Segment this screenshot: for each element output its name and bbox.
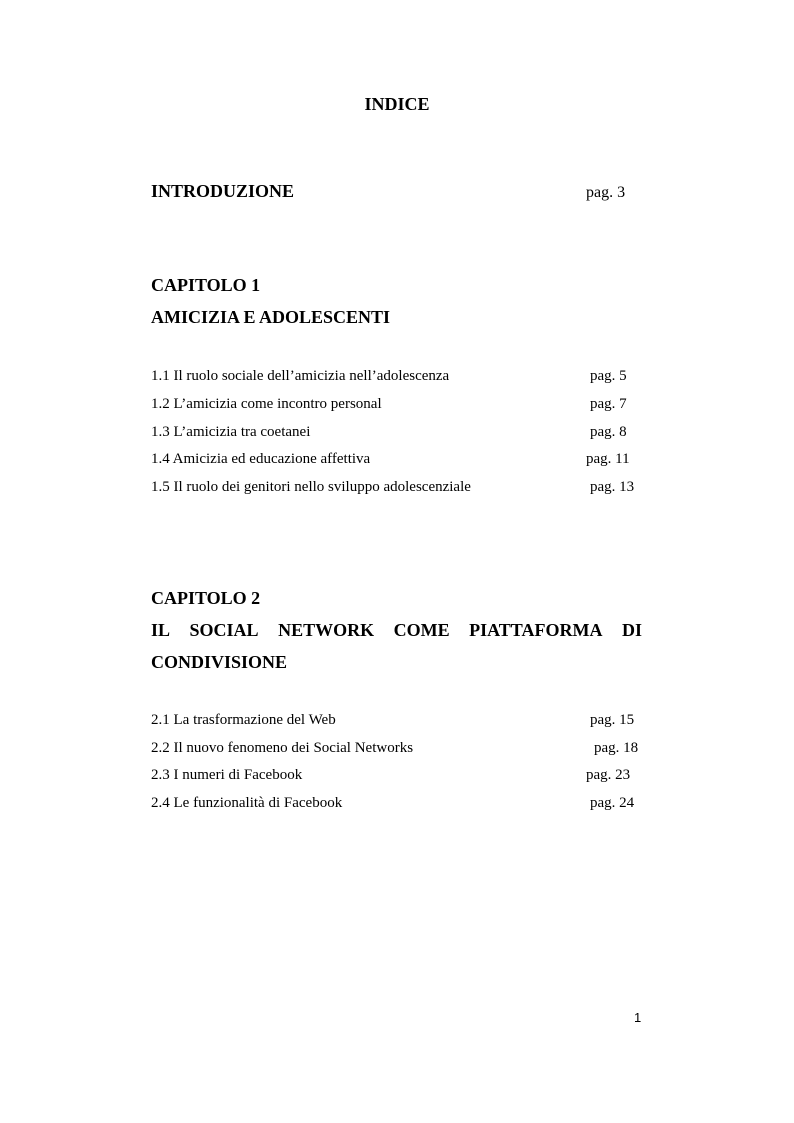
toc-entry-2-4-page: pag. 24 xyxy=(590,795,635,811)
toc-entry-2-2-label: 2.2 Il nuovo fenomeno dei Social Networks xyxy=(151,740,414,756)
toc-entry-1-1-label: 1.1 Il ruolo sociale dell’amicizia nell’adolescenza xyxy=(151,368,450,384)
toc-entry-1-2-page: pag. 7 xyxy=(590,396,627,412)
toc-entry-2-4-label: 2.4 Le funzionalità di Facebook xyxy=(151,795,343,811)
toc-entry-1-4-page: pag. 11 xyxy=(586,451,630,467)
chapter2-title-line2: CONDIVISIONE xyxy=(151,652,288,672)
toc-entry-2-2-page: pag. 18 xyxy=(594,740,639,756)
chapter1-title: AMICIZIA E ADOLESCENTI xyxy=(151,307,391,327)
toc-entry-2-3-label: 2.3 I numeri di Facebook xyxy=(151,767,303,783)
chapter2-title-word: PIATTAFORMA xyxy=(469,620,603,640)
toc-entry-1-3-page: pag. 8 xyxy=(590,424,627,440)
toc-entry-2-1-page: pag. 15 xyxy=(590,712,635,728)
toc-entry-1-3-label: 1.3 L’amicizia tra coetanei xyxy=(151,424,311,440)
intro-page: pag. 3 xyxy=(586,184,626,201)
chapter2-title-line1 xyxy=(151,620,642,641)
page-number: 1 xyxy=(634,1010,642,1025)
page-title: INDICE xyxy=(364,94,430,114)
toc-entry-2-3-page: pag. 23 xyxy=(586,767,631,783)
chapter2-number: CAPITOLO 2 xyxy=(151,588,261,608)
chapter2-title-word: NETWORK xyxy=(278,620,375,640)
toc-entry-2-1-label: 2.1 La trasformazione del Web xyxy=(151,712,336,728)
chapter2-title-word: SOCIAL xyxy=(189,620,259,640)
chapter2-title-word: COME xyxy=(393,620,450,640)
toc-entry-1-1-page: pag. 5 xyxy=(590,368,627,384)
toc-entry-1-2-label: 1.2 L’amicizia come incontro personal xyxy=(151,396,382,412)
toc-entry-1-5-page: pag. 13 xyxy=(590,479,635,495)
toc-entry-1-4-label: 1.4 Amicizia ed educazione affettiva xyxy=(151,451,371,467)
chapter2-title-word: DI xyxy=(621,620,642,640)
chapter2-title-word: IL xyxy=(151,620,171,640)
toc-entry-1-5-label: 1.5 Il ruolo dei genitori nello sviluppo adolescenziale xyxy=(151,479,471,495)
chapter1-number: CAPITOLO 1 xyxy=(151,275,261,295)
intro-label: INTRODUZIONE xyxy=(151,181,295,201)
